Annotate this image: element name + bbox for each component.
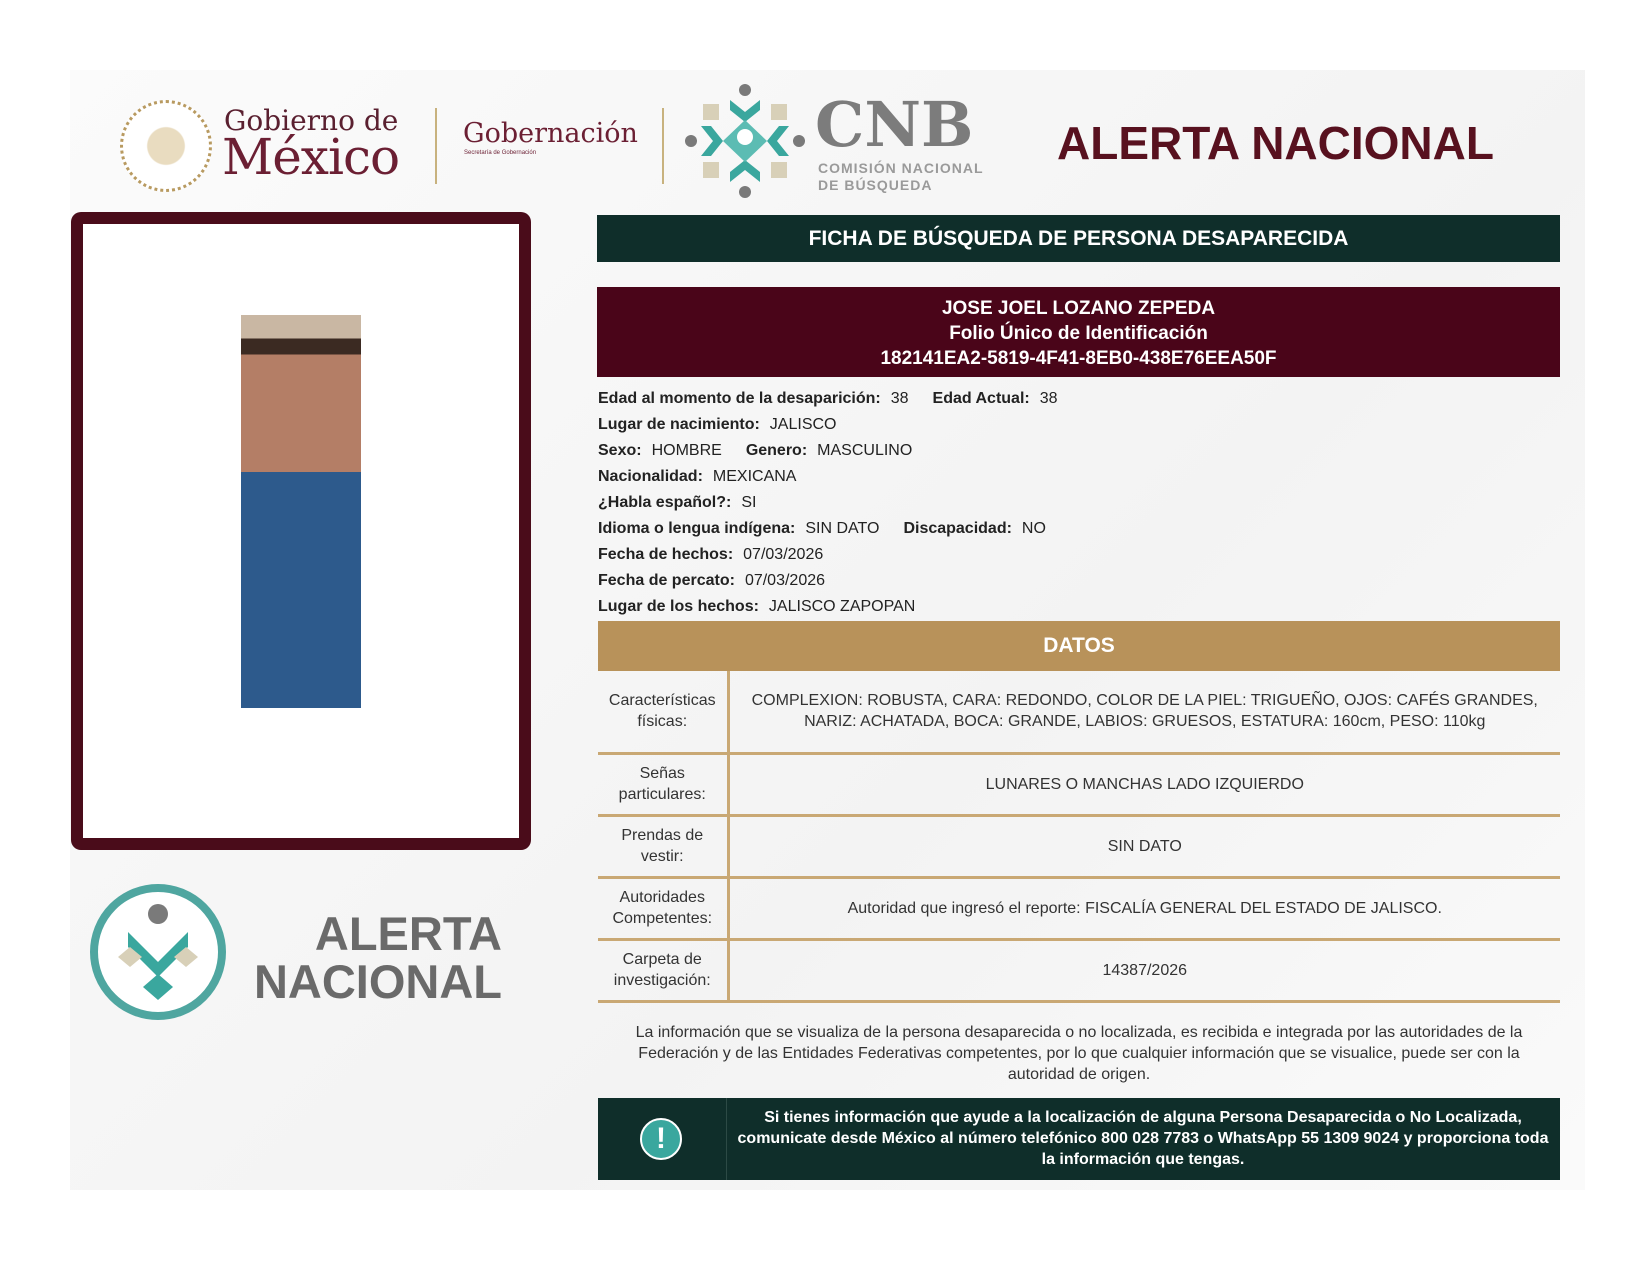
gobernacion-subtitle: Secretaría de Gobernación (464, 150, 537, 156)
contact-footer (598, 1098, 1560, 1180)
field-label: Fecha de hechos: (598, 546, 734, 563)
field-row (598, 464, 1082, 490)
person-name: JOSE JOEL LOZANO ZEPEDA (941, 298, 1216, 319)
field-label: Fecha de percato: (598, 572, 735, 589)
field-label: Lugar de los hechos: (598, 598, 759, 615)
datos-value: COMPLEXION: ROBUSTA, CARA: REDONDO, COLOR DE LA PIEL: TRIGUEÑO, OJOS: CAFÉS GRANDES, NARIZ: ACHATADA, BOCA: GRANDE, LABIOS: GRUESOS, ESTATURA: 160cm, PESO: 110kg (728, 671, 1560, 753)
datos-label: Prendas de vestir: (598, 815, 728, 877)
field-row (598, 594, 1082, 620)
field-value: 38 (890, 390, 909, 407)
folio-value: 182141EA2-5819-4F41-8EB0-438E76EEA50F (880, 348, 1277, 369)
datos-table (598, 671, 1560, 1003)
field-value: NO (1021, 520, 1046, 537)
divider (435, 108, 437, 184)
datos-label: Características físicas: (598, 671, 728, 753)
field-label: Sexo: (598, 442, 642, 459)
national-seal-logo (120, 100, 212, 192)
datos-header: DATOS (598, 621, 1560, 671)
field-row (598, 412, 1082, 438)
field-value: 07/03/2026 (744, 572, 826, 589)
field-label: Nacionalidad: (598, 468, 703, 485)
cnb-subtitle-line2: DE BÚSQUEDA (818, 177, 933, 193)
field-value: SIN DATO (805, 520, 880, 537)
field-row (598, 438, 1082, 464)
datos-row (598, 939, 1560, 1001)
logo-line1: ALERTA (314, 907, 502, 960)
field-row (598, 516, 1082, 542)
contact-text: Si tienes información que ayude a la localización de alguna Persona Desaparecida o No Localizada, comunicate desde México al número telefónico 800 028 7783 o WhatsApp 55 1309 9024 y proporciona toda la información que tengas. (737, 1109, 1549, 1168)
datos-value: 14387/2026 (728, 939, 1560, 1001)
gobernacion-logo: Gobernación (463, 118, 638, 149)
datos-row (598, 671, 1560, 753)
divider (662, 108, 664, 184)
person-photo (241, 315, 361, 708)
alerta-nacional-emblem-icon (90, 884, 226, 1020)
cnb-logo-text: CNB (815, 88, 974, 161)
field-value: 38 (1039, 390, 1058, 407)
datos-label: Autoridades Competentes: (598, 877, 728, 939)
gobierno-logo-line1: Gobierno de (224, 104, 399, 137)
field-label: Edad al momento de la desaparición: (598, 390, 881, 407)
cnb-emblem-icon (685, 82, 805, 200)
field-value: MASCULINO (817, 442, 913, 459)
field-value: JALISCO ZAPOPAN (768, 598, 916, 615)
person-banner (597, 287, 1560, 377)
datos-row (598, 877, 1560, 939)
field-value: HOMBRE (651, 442, 722, 459)
datos-label: Señas particulares: (598, 753, 728, 815)
datos-label: Carpeta de investigación: (598, 939, 728, 1001)
field-label: Discapacidad: (903, 520, 1012, 537)
field-label: Edad Actual: (932, 390, 1030, 407)
logo-line2: NACIONAL (253, 955, 502, 1008)
person-fields (598, 386, 1082, 620)
datos-row (598, 815, 1560, 877)
disclaimer: La información que se visualiza de la persona desaparecida o no localizada, es recibida e integrada por las autoridades de la Federación y de las Entidades Federativas competentes, por lo que cualquier información que se visualice, puede ser con la autoridad de origen. (635, 1024, 1523, 1083)
field-row (598, 490, 1082, 516)
field-label: ¿Habla español?: (598, 494, 732, 511)
field-value: MEXICANA (712, 468, 797, 485)
field-row (598, 568, 1082, 594)
datos-value: LUNARES O MANCHAS LADO IZQUIERDO (728, 753, 1560, 815)
divider (726, 1098, 727, 1180)
exclamation-icon: ! (640, 1118, 682, 1160)
field-row (598, 386, 1082, 412)
alerta-nacional-title: ALERTA NACIONAL (1057, 117, 1494, 169)
cnb-subtitle-line1: COMISIÓN NACIONAL (818, 160, 984, 176)
folio-label: Folio Único de Identificación (949, 323, 1208, 344)
field-value: SI (741, 494, 757, 511)
field-value: JALISCO (769, 416, 837, 433)
datos-row (598, 753, 1560, 815)
cnb-subtitle (818, 160, 984, 194)
field-row (598, 542, 1082, 568)
alerta-nacional-logo-text (242, 907, 502, 1008)
field-label: Lugar de nacimiento: (598, 416, 760, 433)
gobierno-logo-line2: México (222, 128, 400, 186)
field-label: Genero: (745, 442, 808, 459)
field-label: Idioma o lengua indígena: (598, 520, 796, 537)
ficha-title: FICHA DE BÚSQUEDA DE PERSONA DESAPARECIDA (597, 215, 1560, 262)
datos-value: Autoridad que ingresó el reporte: FISCALÍA GENERAL DEL ESTADO DE JALISCO. (728, 877, 1560, 939)
datos-value: SIN DATO (728, 815, 1560, 877)
field-value: 07/03/2026 (743, 546, 824, 563)
